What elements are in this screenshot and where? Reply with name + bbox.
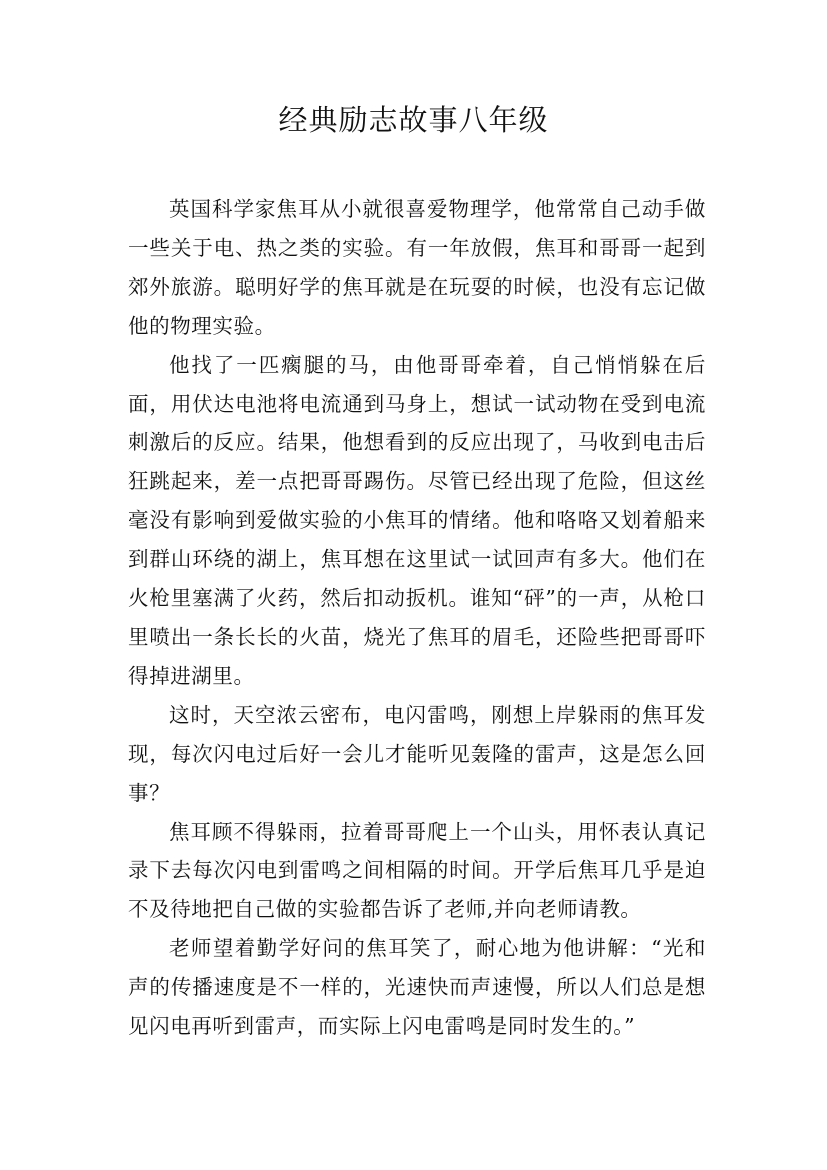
paragraph-1: 英国科学家焦耳从小就很喜爱物理学，他常常自己动手做一些关于电、热之类的实验。有一年放假，焦耳和哥哥一起到郊外旅游。聪明好学的焦耳就是在玩耍的时候，也没有忘记做他的物理实验。 bbox=[128, 197, 706, 338]
paragraph-3: 这时，天空浓云密布，电闪雷鸣，刚想上岸躲雨的焦耳发现，每次闪电过后好一会儿才能听见轰隆的雷声，这是怎么回事？ bbox=[128, 702, 706, 805]
paragraph-4: 焦耳顾不得躲雨，拉着哥哥爬上一个山头，用怀表认真记录下去每次闪电到雷鸣之间相隔的时间。开学后焦耳几乎是迫不及待地把自己做的实验都告诉了老师,并向老师请教。 bbox=[128, 819, 706, 922]
document-title: 经典励志故事八年级 bbox=[278, 103, 549, 137]
paragraph-5: 老师望着勤学好问的焦耳笑了，耐心地为他讲解：“光和声的传播速度是不一样的，光速快而声速慢，所以人们总是想见闪电再听到雷声，而实际上闪电雷鸣是同时发生的。” bbox=[128, 936, 706, 1039]
document-body bbox=[128, 190, 706, 1046]
paragraph-2: 他找了一匹瘸腿的马，由他哥哥牵着，自己悄悄躲在后面，用伏达电池将电流通到马身上，想试一试动物在受到电流刺激后的反应。结果，他想看到的反应出现了，马收到电击后狂跳起来，差一点把哥哥踢伤。尽管已经出现了危险，但这丝毫没有影响到爱做实验的小焦耳的情绪。他和咯咯又划着船来到群山环绕的湖上，焦耳想在这里试一试回声有多大。他们在火枪里塞满了火药，然后扣动扳机。谁知“砰”的一声，从枪口里喷出一条长长的火苗，烧光了焦耳的眉毛，还险些把哥哥吓得掉进湖里。 bbox=[128, 352, 706, 688]
